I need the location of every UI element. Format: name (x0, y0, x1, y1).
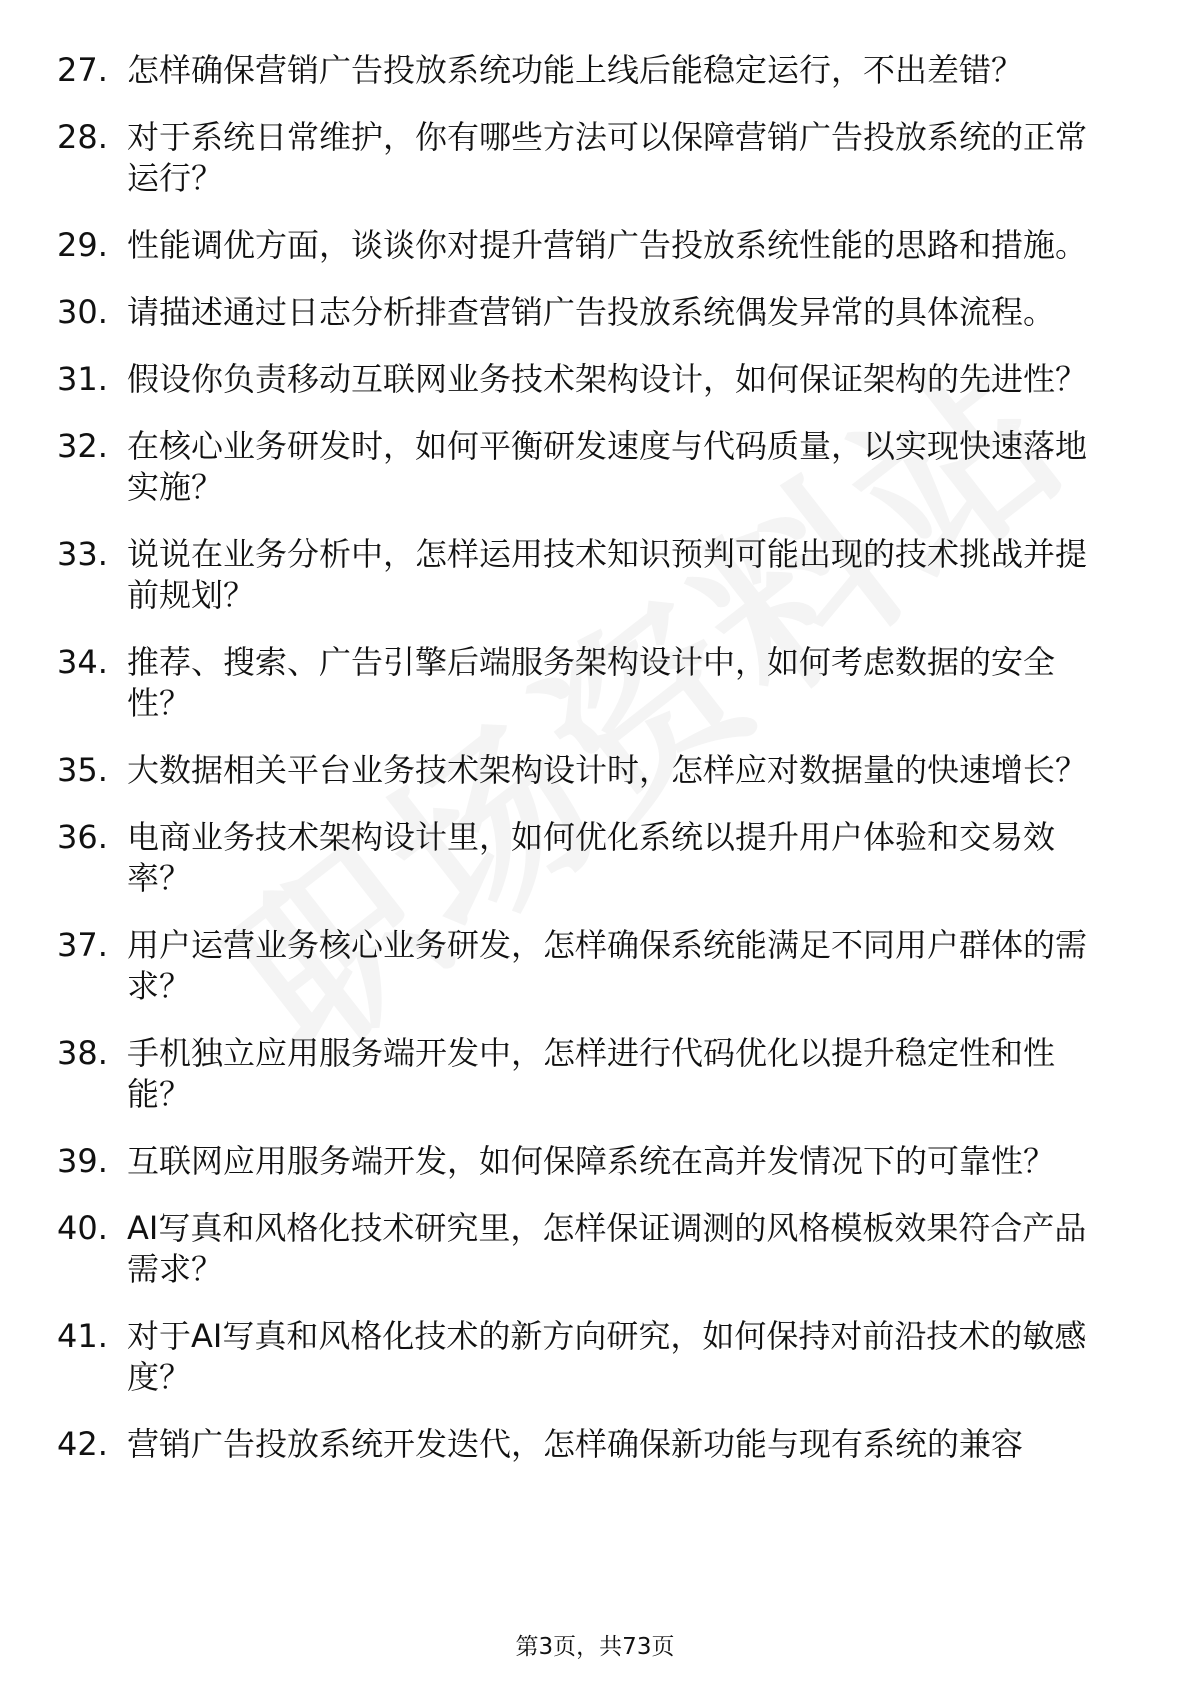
question-item (0, 1316, 1190, 1398)
question-item (0, 925, 1190, 1007)
question-number: 29. (57, 226, 108, 264)
question-number: 30. (57, 293, 108, 331)
question-item (0, 817, 1190, 899)
question-item (0, 1141, 1190, 1182)
question-number: 32. (57, 427, 108, 465)
question-item (0, 117, 1190, 199)
question-item (0, 1424, 1190, 1465)
page-footer: 第3页，共73页 (515, 1634, 675, 1660)
question-number: 38. (57, 1034, 108, 1072)
question-number: 42. (57, 1425, 108, 1463)
question-item (0, 750, 1190, 791)
question-number: 27. (57, 51, 108, 89)
question-number: 33. (57, 535, 108, 573)
question-number: 31. (57, 360, 108, 398)
question-text: AI写真和风格化技术研究里，怎样保证调测的风格模板效果符合产品需求？ (127, 1209, 1087, 1288)
question-text: 对于AI写真和风格化技术的新方向研究，如何保持对前沿技术的敏感度？ (127, 1317, 1087, 1396)
question-text: 对于系统日常维护，你有哪些方法可以保障营销广告投放系统的正常运行？ (127, 118, 1088, 197)
question-number: 37. (57, 926, 108, 964)
question-text: 说说在业务分析中，怎样运用技术知识预判可能出现的技术挑战并提前规划？ (127, 535, 1088, 614)
question-text: 互联网应用服务端开发，如何保障系统在高并发情况下的可靠性？ (127, 1142, 1056, 1180)
question-number: 28. (57, 118, 108, 156)
question-text: 请描述通过日志分析排查营销广告投放系统偶发异常的具体流程。 (127, 293, 1056, 331)
question-text: 大数据相关平台业务技术架构设计时，怎样应对数据量的快速增长？ (127, 751, 1088, 789)
question-item (0, 1208, 1190, 1290)
question-text: 手机独立应用服务端开发中，怎样进行代码优化以提升稳定性和性能？ (127, 1034, 1056, 1113)
question-number: 39. (57, 1142, 108, 1180)
question-text: 怎样确保营销广告投放系统功能上线后能稳定运行，不出差错？ (127, 51, 1024, 89)
question-item (0, 359, 1190, 400)
question-number: 36. (57, 818, 108, 856)
question-list (0, 50, 1190, 1491)
question-text: 假设你负责移动互联网业务技术架构设计，如何保证架构的先进性？ (127, 360, 1088, 398)
question-item (0, 292, 1190, 333)
question-number: 34. (57, 643, 108, 681)
question-item (0, 50, 1190, 91)
question-number: 40. (57, 1209, 108, 1247)
question-item (0, 225, 1190, 266)
question-item (0, 642, 1190, 724)
question-item (0, 1033, 1190, 1115)
question-number: 35. (57, 751, 108, 789)
question-text: 用户运营业务核心业务研发，怎样确保系统能满足不同用户群体的需求？ (127, 926, 1088, 1005)
question-text: 电商业务技术架构设计里，如何优化系统以提升用户体验和交易效率？ (127, 818, 1056, 897)
question-text: 推荐、搜索、广告引擎后端服务架构设计中，如何考虑数据的安全性？ (127, 643, 1056, 722)
question-text: 在核心业务研发时，如何平衡研发速度与代码质量，以实现快速落地实施？ (127, 427, 1088, 506)
question-text: 性能调优方面，谈谈你对提升营销广告投放系统性能的思路和措施。 (127, 226, 1088, 264)
question-item (0, 426, 1190, 508)
question-number: 41. (57, 1317, 108, 1355)
question-item (0, 534, 1190, 616)
question-text: 营销广告投放系统开发迭代，怎样确保新功能与现有系统的兼容 (127, 1425, 1024, 1463)
